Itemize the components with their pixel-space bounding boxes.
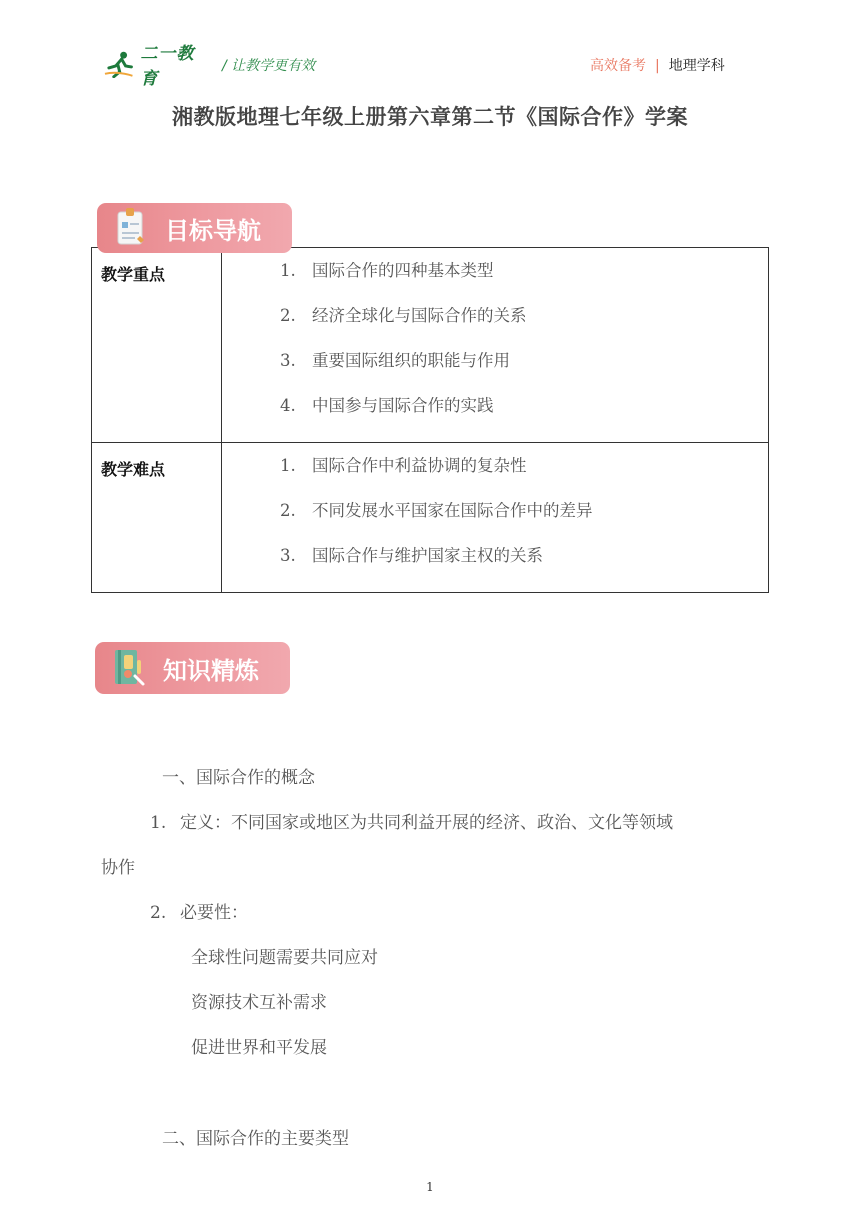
necessity-heading: 2. 必要性： — [150, 903, 248, 923]
section-heading-types: 二、国际合作的主要类型 — [162, 1129, 349, 1149]
row-label-key-points: 教学重点 — [92, 248, 222, 443]
running-man-logo-icon — [103, 50, 136, 78]
logo — [103, 44, 211, 89]
list-item: 促进世界和平发展 — [191, 1038, 327, 1058]
list-item: 资源技术互补需求 — [191, 993, 327, 1013]
section-heading-concept: 一、国际合作的概念 — [162, 768, 315, 788]
row-label-difficulties: 教学难点 — [92, 443, 222, 593]
header-separator: | — [655, 58, 660, 74]
list-item: 1. 国际合作中利益协调的复杂性 — [280, 456, 527, 475]
document-icon — [109, 206, 153, 250]
key-points-list — [222, 248, 769, 443]
list-item: 2. 经济全球化与国际合作的关系 — [280, 306, 527, 325]
header-tagline — [590, 55, 725, 75]
list-item: 4. 中国参与国际合作的实践 — [280, 396, 494, 415]
list-item: 3. 重要国际组织的职能与作用 — [280, 351, 510, 370]
list-item: 3. 国际合作与维护国家主权的关系 — [280, 546, 543, 565]
goals-table — [91, 247, 769, 593]
header-subject: 地理学科 — [668, 58, 725, 74]
slogan: / 让教学更有效 — [222, 58, 316, 74]
header-accent-text: 高效备考 — [590, 58, 646, 74]
section-banner-knowledge-label: 知识精炼 — [163, 656, 259, 685]
section-banner-knowledge — [95, 642, 290, 694]
book-icon — [107, 646, 151, 690]
section-banner-goals — [97, 203, 292, 253]
brand-name: 二一教育 — [140, 44, 195, 89]
list-item: 1. 国际合作的四种基本类型 — [280, 261, 494, 280]
page-number: 1 — [426, 1180, 434, 1194]
section-banner-goals-label: 目标导航 — [165, 216, 261, 245]
list-item: 全球性问题需要共同应对 — [191, 948, 378, 968]
table-row — [92, 248, 769, 443]
table-row — [92, 443, 769, 593]
list-item: 2. 不同发展水平国家在国际合作中的差异 — [280, 501, 593, 520]
definition-text: 1. 定义：不同国家或地区为共同利益开展的经济、政治、文化等领域 — [150, 813, 673, 833]
difficulties-list — [222, 443, 769, 593]
definition-continuation: 协作 — [101, 858, 135, 878]
page-title: 湘教版地理七年级上册第六章第二节《国际合作》学案 — [172, 104, 688, 129]
